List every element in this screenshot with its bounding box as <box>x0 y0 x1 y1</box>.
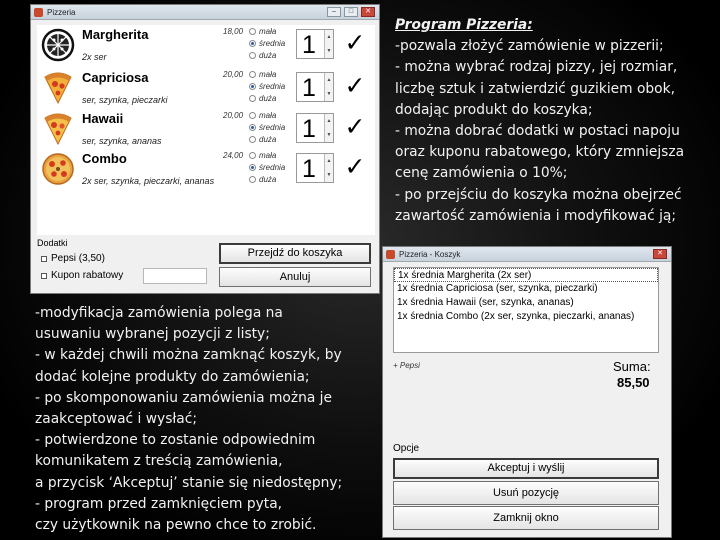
description-line: oraz kuponu rabatowego, który zmniejsza <box>395 144 685 161</box>
spin-up-icon[interactable]: ▲ <box>326 77 332 83</box>
description-line: - potwierdzone to zostanie odpowiednim <box>35 432 316 449</box>
size-option-large[interactable]: duża <box>249 134 285 146</box>
description-heading: Program Pizzeria: <box>395 17 533 33</box>
radio-icon[interactable] <box>249 95 256 102</box>
radio-selected-icon[interactable] <box>249 124 256 131</box>
pizza-name: Combo <box>82 151 127 166</box>
size-selector <box>249 150 285 186</box>
pizza-slice-icon <box>41 112 75 146</box>
size-option-small[interactable]: mała <box>249 69 285 81</box>
app-icon <box>386 250 395 259</box>
pizza-name: Margherita <box>82 27 149 42</box>
quantity-stepper[interactable] <box>296 113 334 143</box>
description-right <box>395 15 684 227</box>
size-option-medium[interactable]: średnia <box>249 122 285 134</box>
spin-down-icon[interactable]: ▼ <box>326 172 332 178</box>
description-line: dodając produkt do koszyka; <box>395 101 593 118</box>
description-line: - program przed zamknięciem pyta, <box>35 495 283 512</box>
remove-item-button[interactable]: Usuń pozycję <box>393 481 659 505</box>
sum-value: 85,50 <box>617 375 650 390</box>
spin-up-icon[interactable]: ▲ <box>326 34 332 40</box>
pizzeria-window-title: Pizzeria <box>47 8 76 17</box>
pizza-combo-icon <box>41 152 75 186</box>
list-item[interactable]: 1x średnia Combo (2x ser, szynka, pieczarki, ananas) <box>397 311 635 322</box>
description-line: zawartość zamówienia i modyfikować ją; <box>395 207 677 224</box>
radio-icon[interactable] <box>249 71 256 78</box>
quantity-value[interactable]: 1 <box>302 155 316 183</box>
radio-selected-icon[interactable] <box>249 164 256 171</box>
size-selector <box>249 69 285 105</box>
description-line: - można dobrać dodatki w postaci napoju <box>395 123 680 140</box>
size-selector <box>249 26 285 62</box>
description-line: - w każdej chwili można zamknąć koszyk, by <box>35 347 342 364</box>
minimize-button[interactable]: – <box>327 7 341 17</box>
size-option-large[interactable]: duża <box>249 174 285 186</box>
sum-label: Suma: <box>613 359 651 374</box>
add-to-cart-button[interactable]: ✓ <box>344 72 366 100</box>
pizza-margherita-icon <box>41 28 75 62</box>
size-option-large[interactable]: duża <box>249 50 285 62</box>
size-option-small[interactable]: mała <box>249 150 285 162</box>
extras-title: Dodatki <box>37 238 68 248</box>
coupon-input[interactable] <box>143 268 207 284</box>
list-item[interactable]: 1x średnia Margherita (2x ser) <box>394 268 658 282</box>
pizza-menu <box>37 25 375 235</box>
size-option-medium[interactable]: średnia <box>249 38 285 50</box>
description-line: usuwaniu wybranej pozycji z listy; <box>35 326 270 343</box>
radio-icon[interactable] <box>249 136 256 143</box>
description-line: - można wybrać rodzaj pizzy, jej rozmiar, <box>395 59 678 76</box>
pizza-ingredients: 2x ser <box>82 52 107 62</box>
pizzeria-window <box>30 4 380 294</box>
pizza-row-capriciosa <box>37 68 375 110</box>
pizza-ingredients: ser, szynka, ananas <box>82 136 162 146</box>
add-to-cart-button[interactable]: ✓ <box>344 29 366 57</box>
radio-icon[interactable] <box>249 52 256 59</box>
radio-icon[interactable] <box>249 152 256 159</box>
pizza-row-hawaii <box>37 109 375 151</box>
list-item[interactable]: 1x średnia Hawaii (ser, szynka, ananas) <box>397 297 574 308</box>
pizza-price: 20,00 <box>223 111 244 120</box>
extra-coupon-checkbox[interactable]: Kupon rabatowy <box>41 270 123 281</box>
quantity-value[interactable]: 1 <box>302 74 316 102</box>
description-line: cenę zamówienia o 10%; <box>395 165 568 182</box>
pizza-price: 24,00 <box>223 151 244 160</box>
pizza-ingredients: ser, szynka, pieczarki <box>82 95 168 105</box>
spin-down-icon[interactable]: ▼ <box>326 91 332 97</box>
quantity-stepper[interactable] <box>296 29 334 59</box>
pepsi-note: + Pepsi <box>393 361 420 370</box>
pizza-price: 20,00 <box>223 70 244 79</box>
extra-pepsi-checkbox[interactable]: Pepsi (3,50) <box>41 253 105 264</box>
size-option-small[interactable]: mała <box>249 110 285 122</box>
cart-window-title: Pizzeria - Koszyk <box>399 250 461 259</box>
pizza-name: Hawaii <box>82 111 124 126</box>
description-line: zaakceptować i wysłać; <box>35 411 197 428</box>
size-option-medium[interactable]: średnia <box>249 162 285 174</box>
size-option-small[interactable]: mała <box>249 26 285 38</box>
description-left <box>35 303 342 536</box>
spin-down-icon[interactable]: ▼ <box>326 132 332 138</box>
size-option-large[interactable]: duża <box>249 93 285 105</box>
goto-cart-button[interactable]: Przejdź do koszyka <box>219 243 371 264</box>
radio-selected-icon[interactable] <box>249 40 256 47</box>
cart-titlebar <box>383 247 671 262</box>
close-window-button[interactable]: Zamknij okno <box>393 506 659 530</box>
add-to-cart-button[interactable]: ✓ <box>344 153 366 181</box>
pizza-row-margherita <box>37 25 375 67</box>
quantity-value[interactable]: 1 <box>302 31 316 59</box>
pizza-ingredients: 2x ser, szynka, pieczarki, ananas <box>82 176 215 186</box>
description-line: a przycisk ‘Akceptuj’ stanie się niedostępny; <box>35 474 343 491</box>
maximize-button[interactable]: □ <box>344 7 358 17</box>
size-option-medium[interactable]: średnia <box>249 81 285 93</box>
pizza-row-combo <box>37 149 375 191</box>
checkbox-icon[interactable] <box>41 273 47 279</box>
quantity-value[interactable]: 1 <box>302 115 316 143</box>
add-to-cart-button[interactable]: ✓ <box>344 113 366 141</box>
description-line: - po skomponowaniu zamówienia można je <box>35 389 332 406</box>
radio-icon[interactable] <box>249 28 256 35</box>
description-line: - po przejściu do koszyka można obejrzeć <box>395 186 682 203</box>
radio-selected-icon[interactable] <box>249 83 256 90</box>
description-line: dodać kolejne produkty do zamówienia; <box>35 368 310 385</box>
spin-down-icon[interactable]: ▼ <box>326 48 332 54</box>
description-line: liczbę sztuk i zatwierdzić guzikiem obok, <box>395 80 675 97</box>
cart-window <box>382 246 672 538</box>
cancel-button[interactable]: Anuluj <box>219 267 371 287</box>
close-button[interactable]: ✕ <box>653 249 667 259</box>
app-icon <box>34 8 43 17</box>
close-button[interactable]: ✕ <box>361 7 375 17</box>
radio-icon[interactable] <box>249 112 256 119</box>
description-line: komunikatem z treścią zamówienia, <box>35 453 283 470</box>
quantity-stepper[interactable] <box>296 153 334 183</box>
spin-up-icon[interactable]: ▲ <box>326 118 332 124</box>
order-list[interactable] <box>393 267 659 353</box>
pizza-slice-icon <box>41 71 75 105</box>
accept-send-button[interactable]: Akceptuj i wyślij <box>393 458 659 479</box>
description-line: czy użytkownik na pewno chce to zrobić. <box>35 517 317 534</box>
quantity-stepper[interactable] <box>296 72 334 102</box>
spin-up-icon[interactable]: ▲ <box>326 158 332 164</box>
pizza-price: 18,00 <box>223 27 244 36</box>
radio-icon[interactable] <box>249 176 256 183</box>
size-selector <box>249 110 285 146</box>
options-title: Opcje <box>393 443 420 454</box>
description-line: -modyfikacja zamówienia polega na <box>35 305 283 321</box>
pizza-name: Capriciosa <box>82 70 149 85</box>
checkbox-icon[interactable] <box>41 256 47 262</box>
description-line: -pozwala złożyć zamówienie w pizzerii; <box>395 38 664 55</box>
list-item[interactable]: 1x średnia Capriciosa (ser, szynka, pieczarki) <box>397 283 598 294</box>
pizzeria-titlebar <box>31 5 379 20</box>
